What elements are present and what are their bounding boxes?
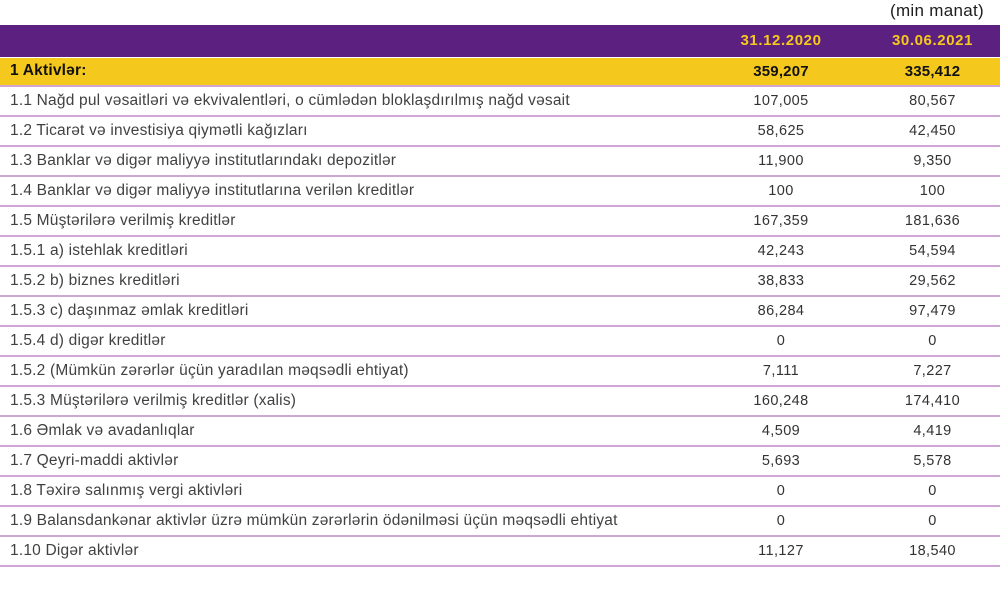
row-value-2020: 107,005 bbox=[697, 86, 865, 116]
row-label: 1.5.4 d) digər kreditlər bbox=[0, 326, 697, 356]
row-value-2020: 100 bbox=[697, 176, 865, 206]
table-row bbox=[0, 206, 1000, 236]
row-value-2021: 4,419 bbox=[865, 416, 1000, 446]
table-row bbox=[0, 236, 1000, 266]
col-header-30-06-2021: 30.06.2021 bbox=[865, 25, 1000, 57]
row-label: 1.8 Təxirə salınmış vergi aktivləri bbox=[0, 476, 697, 506]
row-value-2020: 0 bbox=[697, 326, 865, 356]
row-value-2020: 167,359 bbox=[697, 206, 865, 236]
assets-table bbox=[0, 25, 1000, 567]
date-header-row bbox=[0, 25, 1000, 57]
row-value-2021: 174,410 bbox=[865, 386, 1000, 416]
row-value-2020: 86,284 bbox=[697, 296, 865, 326]
empty-header-cell bbox=[0, 25, 697, 57]
row-value-2021: 9,350 bbox=[865, 146, 1000, 176]
row-label: 1.3 Banklar və digər maliyyə institutlarındakı depozitlər bbox=[0, 146, 697, 176]
row-value-2021: 0 bbox=[865, 506, 1000, 536]
row-value-2020: 5,693 bbox=[697, 446, 865, 476]
assets-total-row bbox=[0, 57, 1000, 86]
row-label: 1.5.2 b) biznes kreditləri bbox=[0, 266, 697, 296]
assets-total-value-2020: 359,207 bbox=[697, 57, 865, 86]
row-value-2020: 42,243 bbox=[697, 236, 865, 266]
row-value-2020: 11,127 bbox=[697, 536, 865, 566]
row-value-2020: 11,900 bbox=[697, 146, 865, 176]
row-value-2021: 0 bbox=[865, 476, 1000, 506]
row-label: 1.10 Digər aktivlər bbox=[0, 536, 697, 566]
row-label: 1.5.1 a) istehlak kreditləri bbox=[0, 236, 697, 266]
table-row bbox=[0, 176, 1000, 206]
row-value-2021: 7,227 bbox=[865, 356, 1000, 386]
assets-total-value-2021: 335,412 bbox=[865, 57, 1000, 86]
table-row bbox=[0, 506, 1000, 536]
row-value-2021: 80,567 bbox=[865, 86, 1000, 116]
row-label: 1.4 Banklar və digər maliyyə institutlarına verilən kreditlər bbox=[0, 176, 697, 206]
table-row bbox=[0, 446, 1000, 476]
table-row bbox=[0, 356, 1000, 386]
table-row bbox=[0, 146, 1000, 176]
row-value-2020: 38,833 bbox=[697, 266, 865, 296]
row-label: 1.5.3 Müştərilərə verilmiş kreditlər (xalis) bbox=[0, 386, 697, 416]
table-row bbox=[0, 416, 1000, 446]
table-row bbox=[0, 386, 1000, 416]
table-row bbox=[0, 86, 1000, 116]
row-value-2021: 54,594 bbox=[865, 236, 1000, 266]
row-value-2020: 160,248 bbox=[697, 386, 865, 416]
row-label: 1.5.3 c) daşınmaz əmlak kreditləri bbox=[0, 296, 697, 326]
table-row bbox=[0, 536, 1000, 566]
row-value-2021: 18,540 bbox=[865, 536, 1000, 566]
row-value-2021: 0 bbox=[865, 326, 1000, 356]
row-label: 1.6 Əmlak və avadanlıqlar bbox=[0, 416, 697, 446]
table-row bbox=[0, 116, 1000, 146]
row-value-2020: 7,111 bbox=[697, 356, 865, 386]
unit-note: (min manat) bbox=[890, 1, 984, 20]
row-value-2020: 4,509 bbox=[697, 416, 865, 446]
table-row bbox=[0, 266, 1000, 296]
row-label: 1.1 Nağd pul vəsaitləri və ekvivalentləri, o cümlədən bloklaşdırılmış nağd vəsait bbox=[0, 86, 697, 116]
row-value-2021: 97,479 bbox=[865, 296, 1000, 326]
row-value-2021: 100 bbox=[865, 176, 1000, 206]
table-row bbox=[0, 326, 1000, 356]
row-value-2021: 29,562 bbox=[865, 266, 1000, 296]
row-label: 1.5.2 (Mümkün zərərlər üçün yaradılan məqsədli ehtiyat) bbox=[0, 356, 697, 386]
row-value-2020: 58,625 bbox=[697, 116, 865, 146]
row-label: 1.9 Balansdankənar aktivlər üzrə mümkün zərərlərin ödənilməsi üçün məqsədli ehtiyat bbox=[0, 506, 697, 536]
row-label: 1.2 Ticarət və investisiya qiymətli kağızları bbox=[0, 116, 697, 146]
assets-total-label: 1 Aktivlər: bbox=[0, 57, 697, 86]
table-row bbox=[0, 296, 1000, 326]
row-value-2021: 42,450 bbox=[865, 116, 1000, 146]
col-header-31-12-2020: 31.12.2020 bbox=[697, 25, 865, 57]
row-label: 1.7 Qeyri-maddi aktivlər bbox=[0, 446, 697, 476]
row-value-2021: 5,578 bbox=[865, 446, 1000, 476]
row-value-2020: 0 bbox=[697, 506, 865, 536]
row-label: 1.5 Müştərilərə verilmiş kreditlər bbox=[0, 206, 697, 236]
row-value-2021: 181,636 bbox=[865, 206, 1000, 236]
row-value-2020: 0 bbox=[697, 476, 865, 506]
table-row bbox=[0, 476, 1000, 506]
